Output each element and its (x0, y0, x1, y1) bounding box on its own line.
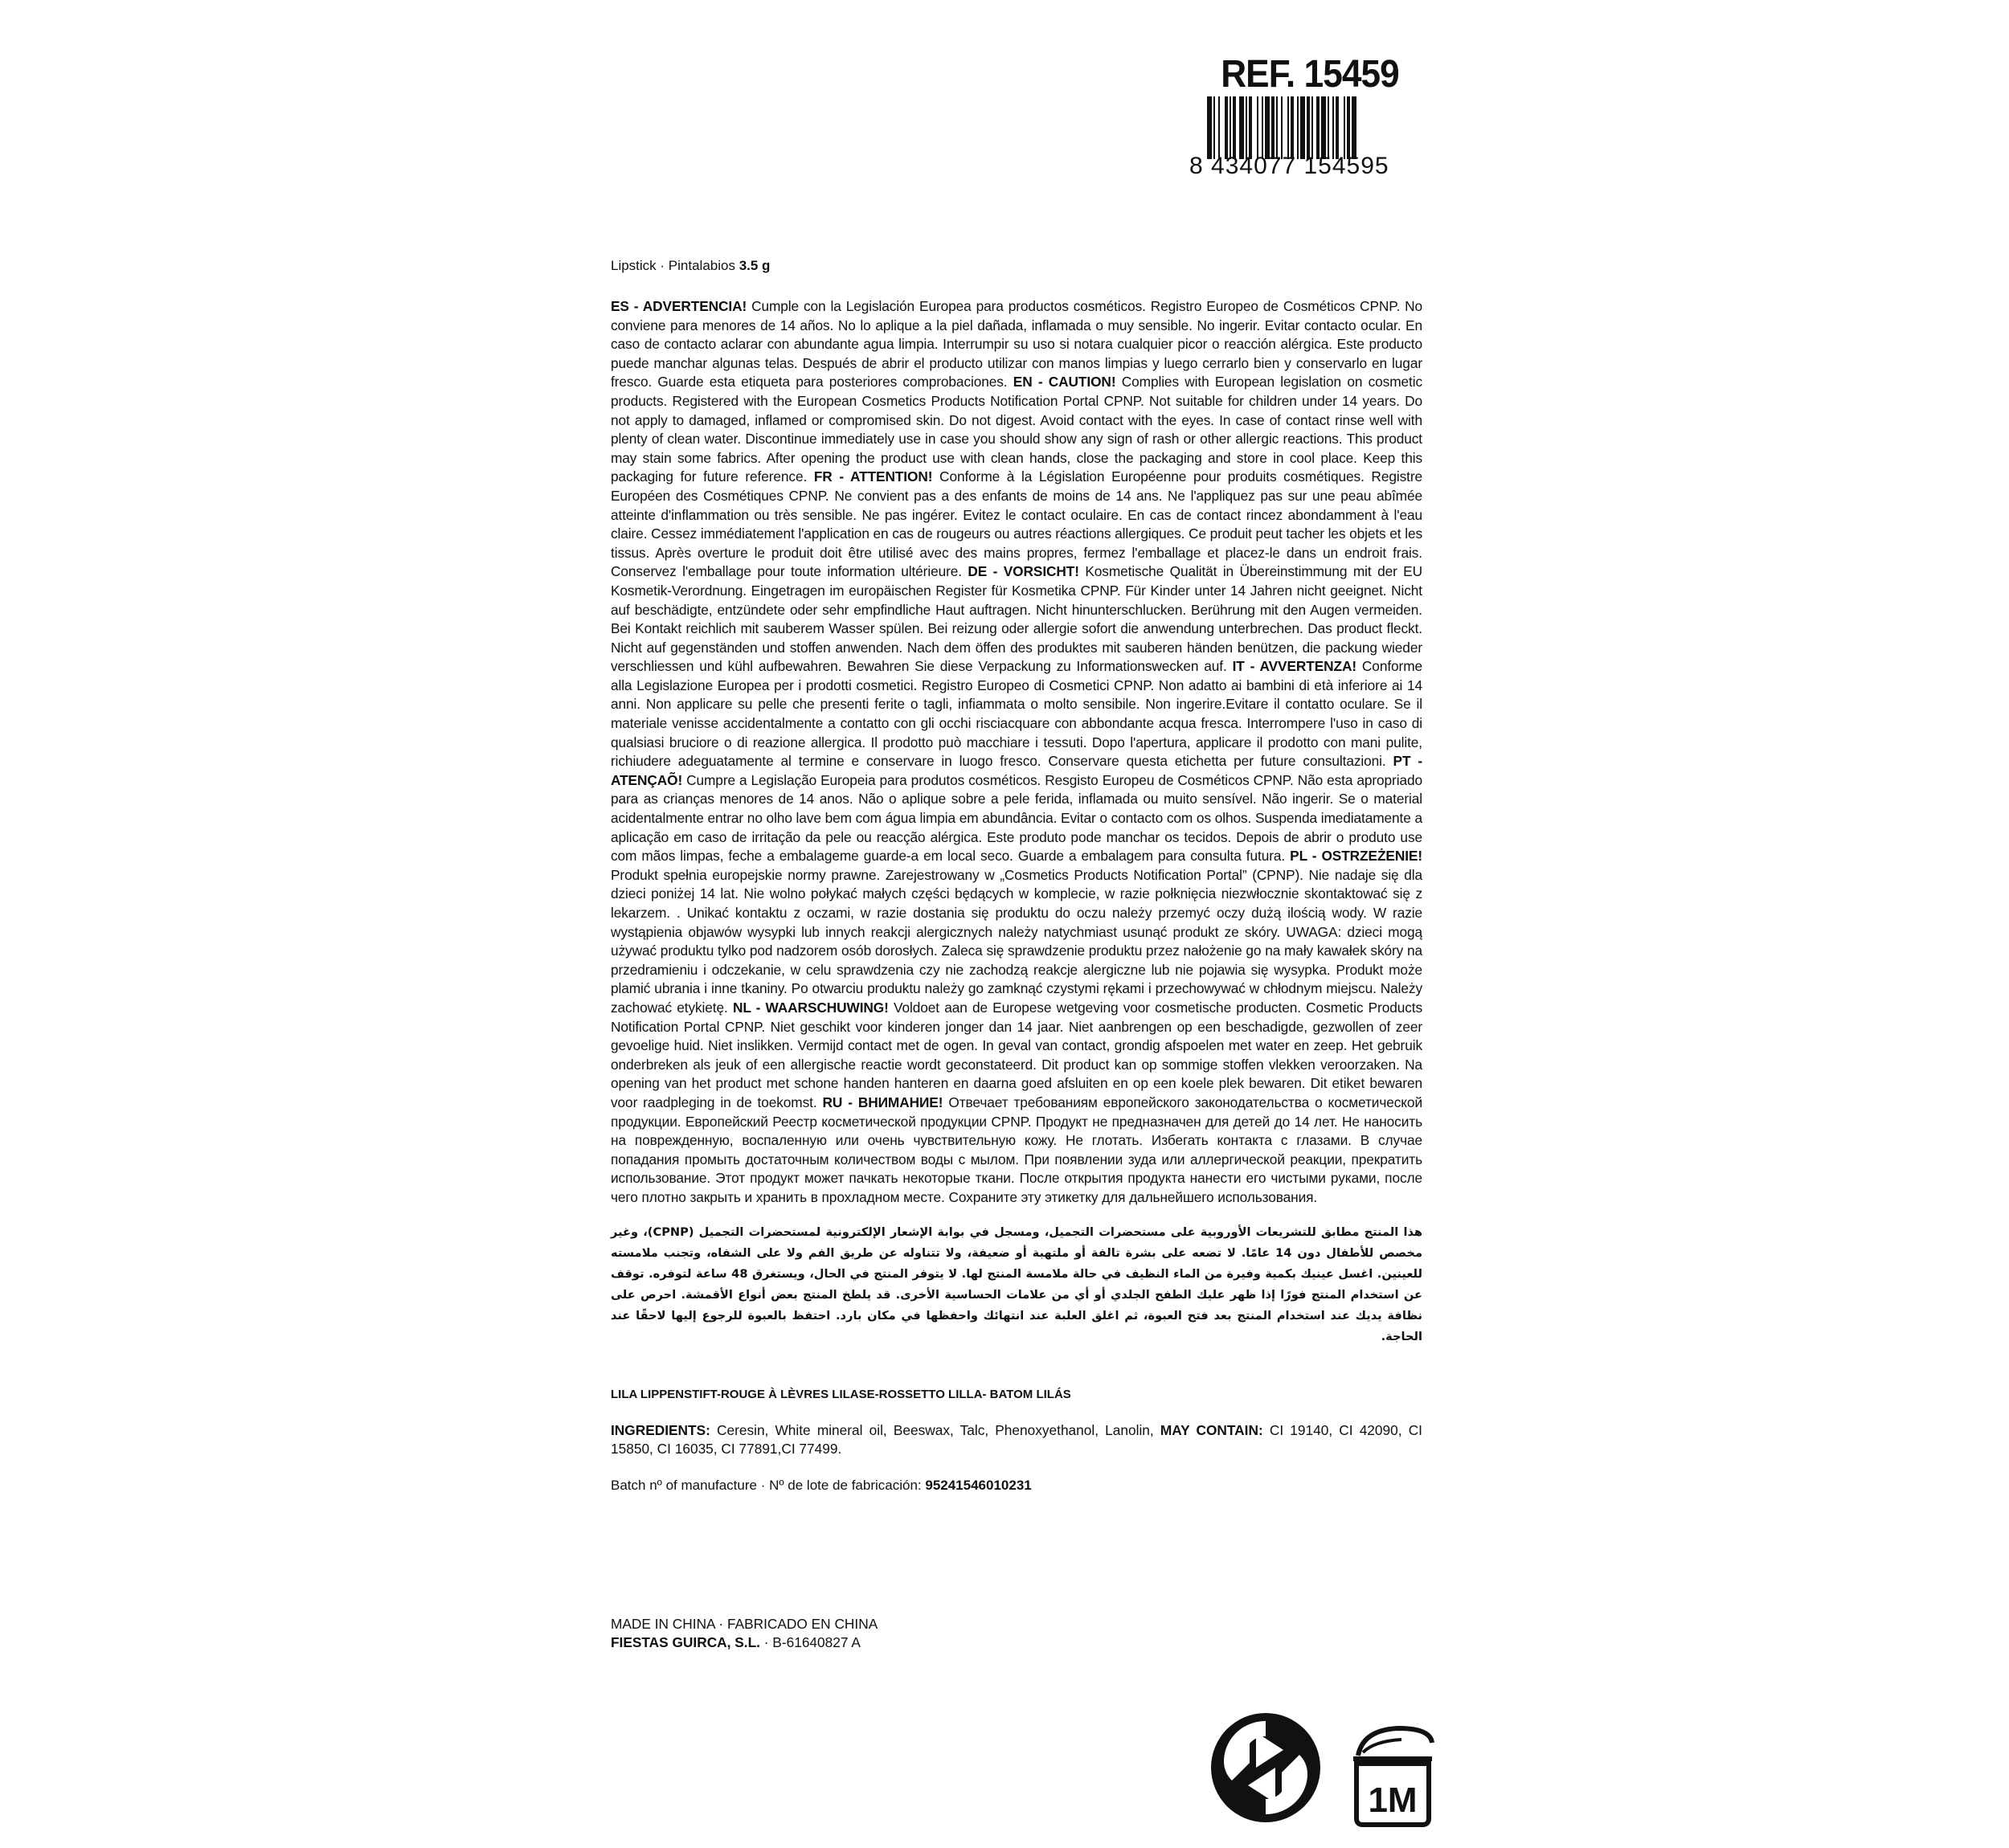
warnings-block (611, 297, 1422, 1208)
made-in: MADE IN CHINA · FABRICADO EN CHINA (611, 1616, 878, 1632)
product-weight: 3.5 g (739, 258, 771, 273)
warning-text-nl: Voldoet aan de Europese wetgeving voor cosmetische producten. Cosmetic Products Notification Portal CPNP. Niet geschikt voor kinderen jonger dan 14 jaar. Niet aanbrengen op een beschadigde, gezwollen of zeer gevoelige huid. Niet inslikken. Vermijd contact met de ogen. In geval van contact, grondig afspoelen met water en zeep. Het gebruik onderbreken als jeuk of een allergische reactie wordt geconstateerd. Dit product kan op sommige stoffen vlekken veroorzaken. Na opening van het product met schone handen hanteren en daarna goed afsluiten en op een koele plek bewaren. Dit etiket bewaren voor raadpleging in de toekomst. (611, 999, 1423, 1110)
company-line (611, 1633, 878, 1652)
warning-tag-nl: NL - WAARSCHUWING! (732, 999, 889, 1016)
warning-tag-en: EN - CAUTION! (1013, 374, 1116, 390)
batch-number: 95241546010231 (925, 1477, 1032, 1493)
warning-tag-fr: FR - ATTENTION! (813, 468, 933, 485)
ingredients-list: Ceresin, White mineral oil, Beeswax, Talc, Phenoxyethanol, Lanolin, (710, 1421, 1160, 1438)
warning-text-pt: Cumpre a Legislação Europeia para produtos cosméticos. Resgisto Europeu de Cosméticos CPNP. Não esta apropriado para as crianças menores de 14 anos. Não o aplique sobre a pele ferida, inflamada ou muito sensível. Não ingerir. Se o material acidentalmente entrar no olho lave bem com água limpia em abundância. Evitar o contacto com os olhos. Suspenda imediatamente a aplicação em caso de irritação da pele ou reacção alérgica. Este produto pode manchar os tecidos. Depois de abrir o produto use com mãos limpas, feche a embalageme guarde-a em local seco. Guarde a embalagem para consulta futura. (611, 771, 1422, 865)
batch-line (611, 1477, 1422, 1494)
period-after-opening-icon (1342, 1723, 1442, 1828)
label-content (611, 257, 1422, 1494)
warning-tag-pl: PL - OSTRZEŻENIE! (1290, 848, 1422, 865)
warning-text-en: Complies with European legislation on cosmetic products. Registered with the European Cosmetics Products Notification Portal CPNP. Not suitable for children under 14 years. Do not apply to damaged, inflamed or compromised skin. Do not digest. Avoid contact with the eyes. In case of contact rinse well with plenty of clean water. Discontinue immediately use in case you should show any sign of rash or other allergic reactions. This product may stain some fabrics. After opening the product use with clean hands, close the packaging and store in cool place. Keep this packaging for future reference. (611, 374, 1423, 485)
warning-tag-de: DE - VORSICHT! (968, 563, 1079, 580)
ingredients-label: INGREDIENTS: (611, 1421, 710, 1438)
warning-text-pl: Produkt spełnia europejskie normy prawne. Zarejestrowany w „Cosmetics Products Notification Portal” (CPNP). Nie nadaje się dla dzieci poniżej 14 lat. Nie wolno połykać małych części będących w komplecie, w razie połknięcia niezwłocznie skontaktować się z lekarzem. . Unikać kontaktu z oczami, w razie dostania się produktu do oczu należy przemyć oczy dużą ilością wody. W razie wystąpienia objawów wysypki lub innych reakcji alergicznych należy natychmiast usunąć produkt ze skóry. UWAGA: dzieci mogą używać produktu tylko pod nadzorem osób dorosłych. Zaleca się sprawdzenie produktu przez nałożenie go na mały kawałek skóry na przedramieniu i odczekanie, w celu sprawdzenia czy nie zachodzą reakcje alergiczne lub nie pojawia się wysypka. Produkt może plamić ubrania i inne tkaniny. Po otwarciu produktu należy go zamknąć czystymi rękami i przechowywać w chłodnym miejscu. Należy zachować etykietę. (611, 866, 1422, 1016)
may-contain-label: MAY CONTAIN: (1160, 1421, 1263, 1438)
pao-label: 1M (1368, 1781, 1418, 1820)
company-name: FIESTAS GUIRCA, S.L. (611, 1634, 760, 1650)
reference-number: REF. 15459 (1221, 53, 1399, 96)
warning-text-it: Conforme alla Legislazione Europea per i prodotti cosmetici. Registro Europeo di Cosmetici CPNP. Non adatto ai bambini di età inferiore ai 14 anni. Non applicare su pelle che presenti ferite o tagli, infiammata o molto sensibile. Non ingerire.Evitare il contatto oculare. Se il materiale venisse accidentalmente a contatto con gli occhi risciacquare con abbondante acqua fresca. Interrompere l'uso in caso di qualsiasi bruciore o di reazione allergica. Il prodotto può macchiare i tessuti. Dopo l'apertura, applicare il prodotto con mani pulite, richiudere adeguatamente al termine e conservare in luogo fresco. Conservare questa etichetta per future consultazioni. (611, 658, 1423, 770)
warning-text-fr: Conforme à la Législation Européenne pour produits cosmétiques. Registre Européen des Cosmétiques CPNP. Ne convient pas a des enfants de moins de 14 ans. Ne l'appliquez pas sur une peau abîmée atteinte d'inflammation ou très sensible. Ne pas ingérer. Evitez le contact oculaire. En cas de contact rincez abondamment à l'eau claire. Cessez immédiatement l'application en cas de rougeurs ou autres réactions allergiques. Ce produit peut tacher les objets et les tissus. Après overture le produit doit être utilisé avec des mains propres, fermez l'emballage et placez-le dans un endroit frais. Conservez l'emballage pour toute information ultérieure. (611, 468, 1422, 580)
ingredients (611, 1421, 1422, 1459)
may-contain-list: CI 19140, CI 42090, CI 15850, CI 16035, CI 77891,CI 77499. (611, 1421, 1422, 1458)
warning-text-es: Cumple con la Legislación Europea para productos cosméticos. Registro Europeo de Cosméticos CPNP. No conviene para menores de 14 años. No lo aplique a la piel dañada, inflamada o muy sensible. No ingerir. Evitar contacto ocular. En caso de contacto aclarar con abundante agua limpia. Interrumpir su uso si notara cualquier picor o reacción alérgica. Este producto puede manchar algunas telas. Después de abrir el producto utilizar con manos limpias y luego cerrarlo bien y conservarlo en lugar fresco. Guarde esta etiqueta para posteriores comprobaciones. (611, 298, 1422, 390)
warning-tag-pt: PT - ATENÇAÕ! (611, 753, 1422, 788)
origin-block (611, 1615, 878, 1652)
company-id: · B-61640827 A (759, 1634, 861, 1650)
product-line (611, 257, 1422, 275)
warning-tag-es: ES - ADVERTENCIA! (611, 298, 747, 314)
batch-label: Batch nº of manufacture · Nº de lote de fabricación: (611, 1477, 926, 1493)
product-title: LILA LIPPENSTIFT-ROUGE À LÈVRES LILASE-ROSSETTO LILLA- BATOM LILÁS (611, 1387, 1071, 1401)
warning-text-de: Kosmetische Qualität in Übereinstimmung mit der EU Kosmetik-Verordnung. Eingetragen im europäischen Register für Kosmetika CPNP. Für Kinder unter 14 Jahren nicht geeignet. Nicht auf beschädigte, entzündete oder sehr empfindliche Haut auftragen. Nicht hinunterschlucken. Berührung mit den Augen vermeiden. Bei Kontakt reichlich mit sauberem Wasser spülen. Bei reizung oder allergie sofort die anwendung unterbrechen. Das product fleckt. Nicht auf gegenständen und stoffen anwenden. Nach dem öffen des produktes mit sauberen händen benützen, die packung wieder verschliessen und kühl aufbewahren. Bewahren Sie diese Verpackung zu Informationswecken auf. (611, 563, 1422, 675)
warning-text-ru: Отвечает требованиям европейского законодательства о косметической продукции. Европейский Реестр косметической продукции CPNP. Продукт не предназначен для детей до 14 лет. Не наносить на поврежденную, воспаленную или очень чувствительную кожу. Не глотать. Избегать контакта с глазами. В случае попадания промыть достаточным количеством воды с мылом. При появлении зуда или аллергической реакции, прекратить использование. Этот продукт может пачкать некоторые ткани. После открытия продукта нанести его чистыми руками, после чего плотно закрыть и хранить в прохладном месте. Сохраните эту этикетку для дальнейшего использования. (611, 1094, 1422, 1205)
barcode-digits: 8 434077 154595 (1189, 153, 1389, 179)
product-name: Lipstick · Pintalabios (611, 258, 735, 273)
barcode-icon (1205, 96, 1414, 159)
warning-tag-ru: RU - ВНИМАНИЕ! (822, 1094, 943, 1110)
green-dot-icon (1209, 1711, 1322, 1824)
warning-text-ar: هذا المنتج مطابق للتشريعات الأوروبية على مستحضرات التجميل، ومسجل في بوابة الإشعار الإلكترونية لمستحضرات التجميل (CPNP)، وغير مخصص للأطفال دون 14 عامًا. لا تضعه على بشرة تالفة أو ملتهبة أو ضعيفة، ولا تتناوله عن طريق الفم ولا على الشفاه، وتجنب ملامسته للعينين. اغسل عينيك بكمية وفيرة من الماء النظيف في حالة ملامسة المنتج لها. لا يتوفر المنتج في الحال، ويستغرق 48 ساعة لتوفره. توقف عن استخدام المنتج فورًا إذا ظهر عليك الطفح الجلدي أو أي من علامات الحساسية الأخرى. قد يلطخ المنتج بعض أنواع الأقمشة. احرص على نظافة يديك عند استخدام المنتج بعد فتح العبوة، ثم اغلق العلبة عند انتهائك واحفظها في مكان بارد. احتفظ بالعبوة للرجوع إليها لاحقًا عند الحاجة. (611, 1225, 1422, 1343)
warning-tag-it: IT - AVVERTENZA! (1232, 658, 1357, 675)
